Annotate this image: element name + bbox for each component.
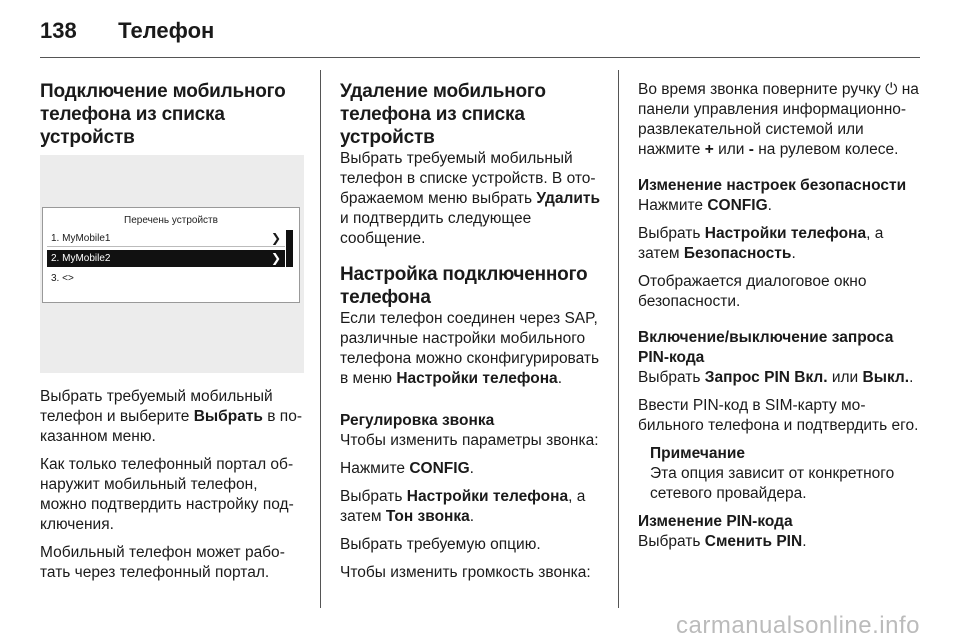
device-list-screenshot [40, 155, 304, 373]
column-1 [40, 80, 305, 591]
column-2 [340, 80, 608, 591]
subheading-change-pin: Изменение PIN-кода [638, 513, 793, 530]
subheading-pin-request: Включение/выключение запроса PIN-кода [638, 329, 894, 366]
paragraph: Во время звонка поверните ручку ⏻ на панели управления информационно-развлекательной системой или нажмите + или - на рулевом колесе. [638, 81, 919, 158]
paragraph: Выбрать Настройки телефона, а затем Безопасность. [638, 225, 884, 262]
page-number: 138 [40, 18, 77, 43]
paragraph: Выбрать требуемый мобильный телефон и выберите Выбрать в показанном меню. [40, 388, 302, 445]
note-text: Эта опция зависит от конкретного сетевого провайдера. [650, 465, 895, 502]
paragraph: Ввести PIN-код в SIM-карту мобильного телефона и подтвердить его. [638, 397, 919, 434]
paragraph: Как только телефонный портал обнаружит мобильный телефон, можно подтвердить настройку подключения. [40, 456, 294, 533]
page-title: Телефон [118, 18, 215, 43]
device-item-label: 3. <> [51, 273, 74, 284]
paragraph: Отображается диалоговое окно безопасности. [638, 273, 867, 310]
device-list-item-selected [47, 250, 285, 267]
device-list-item [47, 230, 285, 247]
power-knob-icon: ⏻ [885, 81, 898, 98]
note-title: Примечание [650, 445, 745, 462]
watermark: carmanualsonline.info [676, 612, 920, 639]
paragraph: Чтобы изменить громкость звонка: [340, 564, 591, 581]
paragraph: Выбрать требуемый мобильный телефон в списке устройств. В отображаемом меню выбрать Удалить и подтвердить следующее сообщение. [340, 150, 600, 247]
page-header [40, 18, 214, 44]
paragraph: Мобильный телефон может работать через телефонный портал. [40, 544, 285, 581]
header-rule [40, 57, 920, 58]
subheading-security: Изменение настроек безопасности [638, 177, 907, 194]
device-item-label: 2. MyMobile2 [51, 253, 111, 264]
device-list-panel [42, 207, 300, 303]
device-item-label: 1. MyMobile1 [51, 233, 111, 244]
chevron-right-icon: ❯ [270, 231, 281, 245]
subheading-ringtone: Регулировка звонка [340, 412, 495, 429]
device-list-item [47, 270, 285, 287]
section-heading-delete: Удаление мобильного телефона из списка устройств [340, 81, 546, 148]
paragraph: Выбрать Сменить PIN. [638, 533, 807, 550]
column-divider-2 [618, 70, 619, 608]
column-3 [638, 80, 920, 560]
paragraph: Выбрать Запрос PIN Вкл. или Выкл.. [638, 369, 914, 386]
chevron-right-icon: ❯ [270, 251, 281, 265]
paragraph: Если телефон соединен через SAP, различные настройки мобильного телефона можно сконфигурировать в меню Настройки телефона. [340, 310, 600, 387]
paragraph: Выбрать требуемую опцию. [340, 536, 541, 553]
device-list-title: Перечень устройств [124, 215, 218, 226]
paragraph: Нажмите CONFIG. [638, 197, 772, 214]
note-box [638, 444, 920, 504]
scrollbar-thumb [286, 230, 293, 267]
paragraph: Чтобы изменить параметры звонка: [340, 432, 599, 449]
paragraph: Выбрать Настройки телефона, а затем Тон звонка. [340, 488, 586, 525]
column-divider-1 [320, 70, 321, 608]
section-heading-settings: Настройка подключенного телефона [340, 264, 588, 308]
section-heading-connect: Подключение мобильного телефона из списка устройств [40, 81, 286, 148]
paragraph: Нажмите CONFIG. [340, 460, 474, 477]
